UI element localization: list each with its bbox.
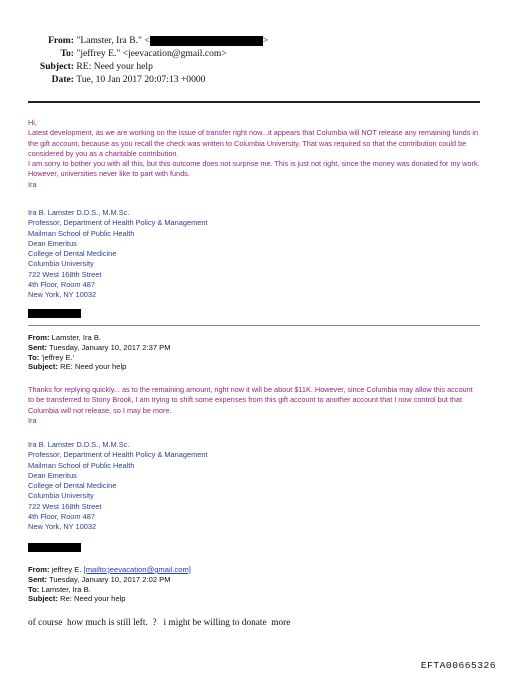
header-from-row [20,35,268,47]
paragraph-1: Latest development, as we are working on the issue of transfer right now...it appears that Columbia will NOT release any remaining funds in the gift account, because as you recall the check was written to Columbia University. That was required so that the contribution could be considered by you as a charitable contribution. [28,128,479,158]
quoted-from-label: From: [28,565,50,574]
quoted-sent-label: Sent: [28,574,47,584]
quoted-header-1 [28,333,480,372]
quoted-sent-value: Tuesday, January 10, 2017 2:37 PM [48,342,171,352]
quoted-sent-value: Tuesday, January 10, 2017 2:02 PM [48,574,171,584]
signature-line: 4th Floor, Room 487 [28,280,95,290]
mailto-link[interactable]: [mailto:jeevacation@gmail.com] [83,565,191,574]
signature-line: Professor, Department of Health Policy & Management [28,450,208,460]
signature-line: Dean Emeritus [28,470,77,480]
signature-line: 4th Floor, Room 487 [28,512,95,522]
signature-line: New York, NY 10032 [28,290,97,300]
signature-block [28,208,328,301]
redaction-block [150,36,263,46]
quoted-from-value: Lamster, Ira B. [51,333,102,342]
quoted-to-value: 'jeffrey E.' [41,352,75,362]
quoted-to-value: Lamster, Ira B. [41,584,91,594]
quoted-body-1 [28,385,480,426]
quoted-to-label: To: [28,352,40,362]
header-date-row [20,74,205,86]
header-divider [28,101,480,103]
signature-line: College of Dental Medicine [28,249,117,259]
header-subject-row [20,61,153,73]
quoted-subject-value: RE: Need your help [60,362,127,372]
signature-line: Ira B. Lamster D.D.S., M.M.Sc. [28,208,130,217]
signature-line: New York, NY 10032 [28,522,97,532]
quoted-header-2 [28,565,480,604]
from-label: From: [48,35,74,46]
quoted-body-2: of course how much is still left. ? i might be willing to donate more [28,618,291,628]
signoff: Ira [28,179,37,189]
signature-line: Columbia University [28,259,94,269]
signature-line: College of Dental Medicine [28,481,117,491]
signature-line: 722 West 168th Street [28,501,102,511]
message-body [28,118,480,190]
quoted-from-value: jeffrey E. [51,565,82,574]
header-to-row [20,48,227,60]
signature-line: 722 West 168th Street [28,269,102,279]
signature-block [28,440,328,533]
signature-line: Columbia University [28,491,94,501]
quoted-from-label: From: [28,333,50,342]
document-id: EFTA00665326 [420,660,496,671]
redaction-block [28,309,81,318]
paragraph-2: I am sorry to bother you with all this, but this outcome does not surprise me. This is just not right, since the money was donated for my work. However, universities never like to part with funds. [28,159,480,179]
subject-label: Subject: [39,61,74,72]
signature-line: Mailman School of Public Health [28,460,135,470]
quoted-signoff: Ira [28,415,37,425]
signature-line: Dean Emeritus [28,238,77,248]
subject-value: RE: Need your help [76,61,153,72]
to-label: To: [60,48,74,59]
signature-line: Mailman School of Public Health [28,228,135,238]
quoted-paragraph: Thanks for replying quickly... as to the remaining amount, right now it will be about $11K. However, since Columbia may allow this account to be transferred to Stony Brook, I am trying to shift some expenses from this gift account to another account that I now control but that Columbia will not release, so I may be more. [28,385,473,415]
date-label: Date: [51,74,74,85]
signature-line: Professor, Department of Health Policy & Management [28,218,208,228]
from-value: "Lamster, Ira B." < [76,35,150,46]
signature-line: Ira B. Lamster D.D.S., M.M.Sc. [28,440,130,449]
quoted-to-label: To: [28,584,40,594]
quoted-subject-label: Subject: [28,594,58,604]
quoted-sent-label: Sent: [28,342,47,352]
from-close: > [262,35,269,46]
quoted-subject-label: Subject: [28,362,58,372]
greeting: Hi, [28,118,37,127]
redaction-block [28,543,81,552]
date-value: Tue, 10 Jan 2017 20:07:13 +0000 [76,74,206,85]
quoted-subject-value: Re: Need your help [60,594,126,604]
quote-divider [28,325,480,326]
to-value: "jeffrey E." <jeevacation@gmail.com> [76,48,227,59]
